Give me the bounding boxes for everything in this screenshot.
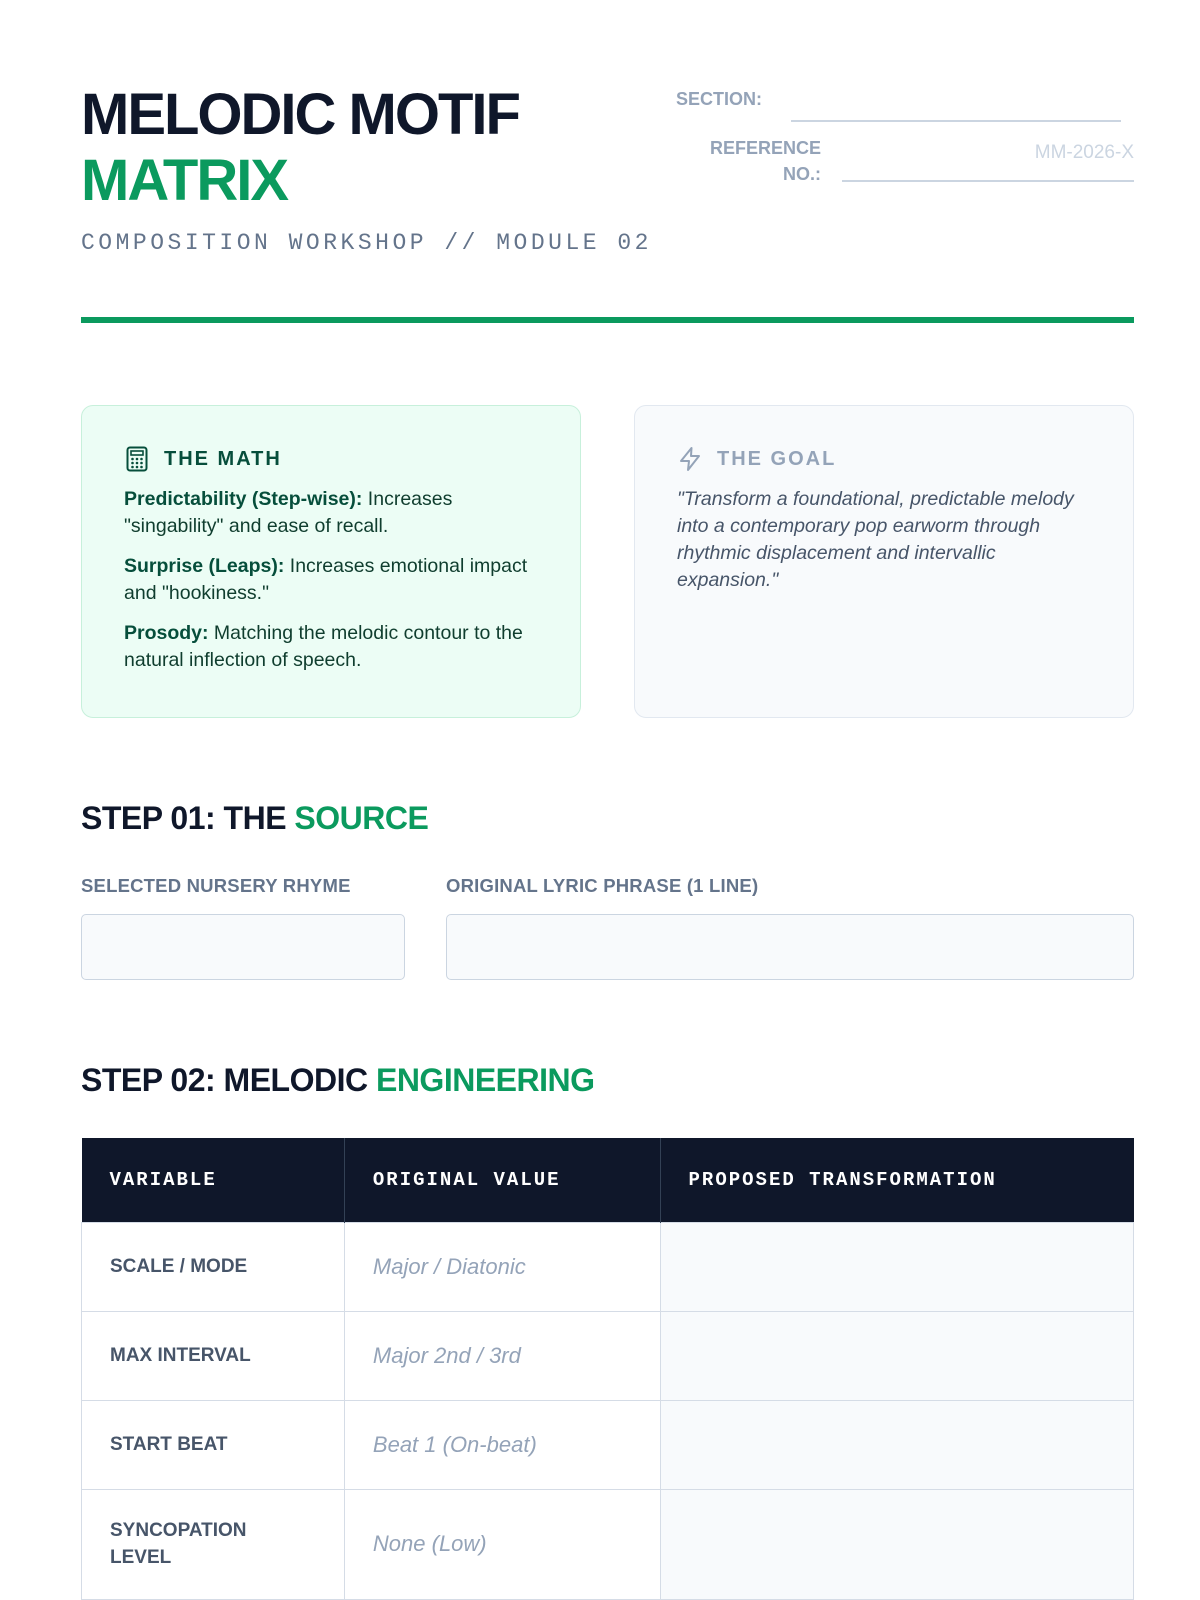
proposed-transformation-input[interactable] — [660, 1489, 1133, 1599]
column-header-variable: VARIABLE — [82, 1138, 345, 1222]
table-row — [82, 1489, 1134, 1599]
title-line-2: MATRIX — [81, 148, 288, 213]
table-row — [82, 1400, 1134, 1489]
section-label: SECTION: — [676, 89, 763, 109]
lyric-phrase-label: ORIGINAL LYRIC PHRASE (1 LINE) — [446, 875, 759, 896]
reference-label-line2: NO.: — [783, 164, 821, 184]
goal-quote: "Transform a foundational, predictable melody into a contemporary pop earworm through rhythmic displacement and intervallic expansion." — [677, 488, 1074, 591]
step2-title — [81, 1062, 595, 1099]
nursery-rhyme-input[interactable] — [81, 914, 405, 980]
math-item-text: Increases emotional impact and "hookiness." — [124, 555, 528, 604]
step1-title-prefix: STEP 01: THE — [81, 800, 295, 836]
page-title — [81, 82, 519, 214]
variable-cell: START BEAT — [82, 1400, 345, 1489]
math-item-text: Matching the melodic contour to the natural inflection of speech. — [124, 622, 523, 671]
lightning-icon — [677, 446, 703, 472]
engineering-table — [81, 1138, 1134, 1600]
table-header-row — [82, 1138, 1134, 1222]
goal-card-title: THE GOAL — [717, 447, 837, 470]
original-value-cell: Beat 1 (On-beat) — [344, 1400, 660, 1489]
table-row — [82, 1311, 1134, 1400]
reference-value: MM-2026-X — [1034, 142, 1134, 163]
reference-field[interactable] — [842, 180, 1134, 182]
math-card — [81, 405, 581, 718]
page-subtitle: COMPOSITION WORKSHOP // MODULE 02 — [81, 230, 652, 256]
goal-card — [634, 405, 1134, 718]
step1-title — [81, 800, 428, 837]
math-item-term: Predictability (Step-wise): — [124, 488, 363, 510]
nursery-rhyme-label: SELECTED NURSERY RHYME — [81, 875, 351, 896]
proposed-transformation-input[interactable] — [660, 1222, 1133, 1311]
header-divider — [81, 317, 1134, 323]
reference-label-line1: REFERENCE — [709, 138, 821, 158]
table-row — [82, 1222, 1134, 1311]
step2-title-prefix: STEP 02: MELODIC — [81, 1062, 376, 1098]
variable-cell: SYNCOPATION LEVEL — [82, 1489, 345, 1599]
reference-label — [701, 135, 821, 187]
variable-cell: MAX INTERVAL — [82, 1311, 345, 1400]
step2-title-accent: ENGINEERING — [375, 1062, 595, 1098]
column-header-original: ORIGINAL VALUE — [344, 1138, 660, 1222]
title-line-1: MELODIC MOTIF — [81, 82, 519, 147]
variable-cell: SCALE / MODE — [82, 1222, 345, 1311]
original-value-cell: None (Low) — [344, 1489, 660, 1599]
math-item — [124, 620, 538, 674]
original-value-cell: Major 2nd / 3rd — [344, 1311, 660, 1400]
lyric-phrase-input[interactable] — [446, 914, 1134, 980]
math-item — [124, 553, 538, 607]
math-card-title: THE MATH — [164, 447, 282, 470]
math-item — [124, 486, 538, 540]
math-item-term: Surprise (Leaps): — [124, 555, 285, 577]
column-header-proposed: PROPOSED TRANSFORMATION — [660, 1138, 1133, 1222]
step1-title-accent: SOURCE — [294, 800, 429, 836]
original-value-cell: Major / Diatonic — [344, 1222, 660, 1311]
section-field[interactable] — [791, 120, 1121, 122]
proposed-transformation-input[interactable] — [660, 1400, 1133, 1489]
proposed-transformation-input[interactable] — [660, 1311, 1133, 1400]
math-item-text: Increases "singability" and ease of recall. — [124, 488, 453, 537]
math-item-term: Prosody: — [124, 622, 209, 644]
calculator-icon — [124, 446, 150, 472]
